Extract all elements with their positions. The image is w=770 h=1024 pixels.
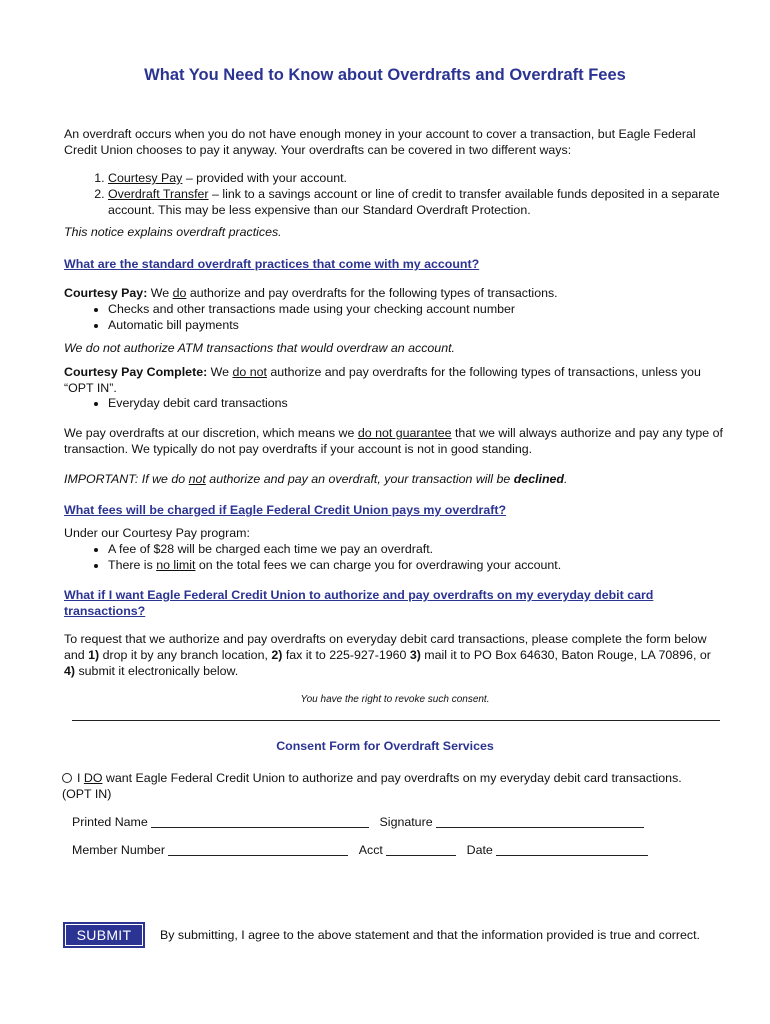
name-signature-row: [72, 814, 672, 830]
opt-post: want Eagle Federal Credit Union to authorize and pay overdrafts on my everyday debit card transactions. (OPT IN): [62, 771, 682, 801]
req-p3: fax it to 225-927-1960: [282, 648, 410, 662]
list-item: • Automatic bill payments: [108, 317, 748, 333]
important-declined: declined: [513, 472, 564, 486]
member-number-field[interactable]: [168, 843, 348, 856]
cp-pre: We: [147, 286, 173, 300]
heading-standard-practices: What are the standard overdraft practices that come with my account?: [64, 257, 480, 271]
overdraft-transfer-desc: – link to a savings account or line of credit to transfer available funds deposited in a separate account. This may be less expensive than our Standard Overdraft Protection.: [108, 187, 720, 217]
acct-field[interactable]: [386, 843, 456, 856]
acct-label: Acct: [358, 843, 383, 857]
req-n2: 2): [271, 648, 283, 662]
cpc-post: authorize and pay overdrafts for the following types of transactions, unless you “OPT IN”.: [64, 365, 701, 395]
courtesy-pay-paragraph: [64, 285, 724, 301]
courtesy-pay-program-intro: Under our Courtesy Pay program:: [64, 526, 250, 540]
discretion-paragraph: [64, 425, 724, 457]
date-field[interactable]: [496, 843, 648, 856]
opt-in-option[interactable]: [62, 770, 702, 802]
coverage-option-overdraft-transfer: [108, 186, 748, 218]
atm-note: We do not authorize ATM transactions that would overdraw an account.: [64, 341, 455, 355]
submit-button-label: SUBMIT: [66, 925, 142, 945]
cpc-bold-label: Courtesy Pay Complete:: [64, 365, 208, 379]
important-mid: authorize and pay an overdraft, your transaction will be: [205, 472, 514, 486]
req-p5: submit it electronically below.: [75, 664, 239, 678]
fee2-underline: no limit: [156, 558, 196, 572]
submit-statement: By submitting, I agree to the above statement and that the information provided is true and correct.: [160, 928, 700, 942]
req-p4: mail it to PO Box 64630, Baton Rouge, LA 70896, or: [420, 648, 711, 662]
req-p1: To request that we authorize and pay overdrafts on everyday debit card transactions, please complete the form below and: [64, 632, 707, 662]
courtesy-pay-bold-label: Courtesy Pay:: [64, 286, 148, 300]
intro-paragraph: [64, 126, 724, 158]
discretion-underline: do not guarantee: [357, 426, 452, 440]
important-pre: IMPORTANT: If we do: [64, 472, 189, 486]
date-label: Date: [466, 843, 493, 857]
discretion-pre: We pay overdrafts at our discretion, which means we: [64, 426, 358, 440]
opt-pre: I: [77, 771, 84, 785]
courtesy-pay-label: Courtesy Pay: [108, 171, 183, 185]
courtesy-pay-complete-items: [64, 395, 748, 411]
req-n1: 1): [88, 648, 100, 662]
divider: [72, 720, 720, 721]
heading-fees: What fees will be charged if Eagle Federal Credit Union pays my overdraft?: [64, 503, 507, 517]
important-note: [64, 471, 724, 487]
opt-in-radio[interactable]: [62, 773, 72, 783]
request-instructions: [64, 631, 724, 679]
intro-text: An overdraft occurs when you do not have enough money in your account to cover a transaction, but Eagle Federal Credit Union chooses to pay it anyway. Your overdrafts can be covered in two different ways:: [64, 127, 696, 157]
page-title: What You Need to Know about Overdrafts and Overdraft Fees: [144, 66, 626, 84]
submit-button[interactable]: [63, 922, 145, 948]
printed-name-label: Printed Name: [72, 815, 148, 829]
cpc-pre: We: [207, 365, 233, 379]
list-item: • A fee of $28 will be charged each time we pay an overdraft.: [108, 541, 748, 557]
consent-form-title: Consent Form for Overdraft Services: [276, 739, 494, 753]
list-item: [108, 557, 748, 573]
revoke-note: You have the right to revoke such consent.: [300, 694, 490, 705]
important-end: .: [564, 472, 568, 486]
opt-do: DO: [83, 771, 103, 785]
fee2-pre: There is: [108, 558, 157, 572]
printed-name-field[interactable]: [151, 815, 369, 828]
fee2-post: on the total fees we can charge you for overdrawing your account.: [195, 558, 562, 572]
coverage-option-courtesy-pay: [108, 170, 748, 186]
req-p2: drop it by any branch location,: [99, 648, 272, 662]
member-number-label: Member Number: [72, 843, 165, 857]
important-not: not: [188, 472, 206, 486]
req-n4: 4): [64, 664, 76, 678]
notice-text: This notice explains overdraft practices.: [64, 225, 282, 239]
overdraft-transfer-label: Overdraft Transfer: [108, 187, 209, 201]
discretion-post: that we will always authorize and pay any type of transaction. We typically do not pay overdrafts if your account is not in good standing.: [64, 426, 723, 456]
coverage-options-list: [64, 170, 748, 218]
fee-items: [64, 541, 748, 573]
courtesy-pay-desc: – provided with your account.: [182, 171, 347, 185]
req-n3: 3): [409, 648, 421, 662]
signature-label: Signature: [379, 815, 433, 829]
cp-do: do: [172, 286, 187, 300]
list-item: • Everyday debit card transactions: [108, 395, 748, 411]
courtesy-pay-complete-paragraph: [64, 364, 724, 396]
list-item: • Checks and other transactions made using your checking account number: [108, 301, 748, 317]
member-acct-date-row: [72, 842, 672, 858]
heading-opt-in: What if I want Eagle Federal Credit Union to authorize and pay overdrafts on my everyday debit card transactions?: [64, 588, 654, 618]
courtesy-pay-items: [64, 301, 748, 333]
signature-field[interactable]: [436, 815, 644, 828]
cp-post: authorize and pay overdrafts for the following types of transactions.: [186, 286, 558, 300]
cpc-donot: do not: [232, 365, 267, 379]
